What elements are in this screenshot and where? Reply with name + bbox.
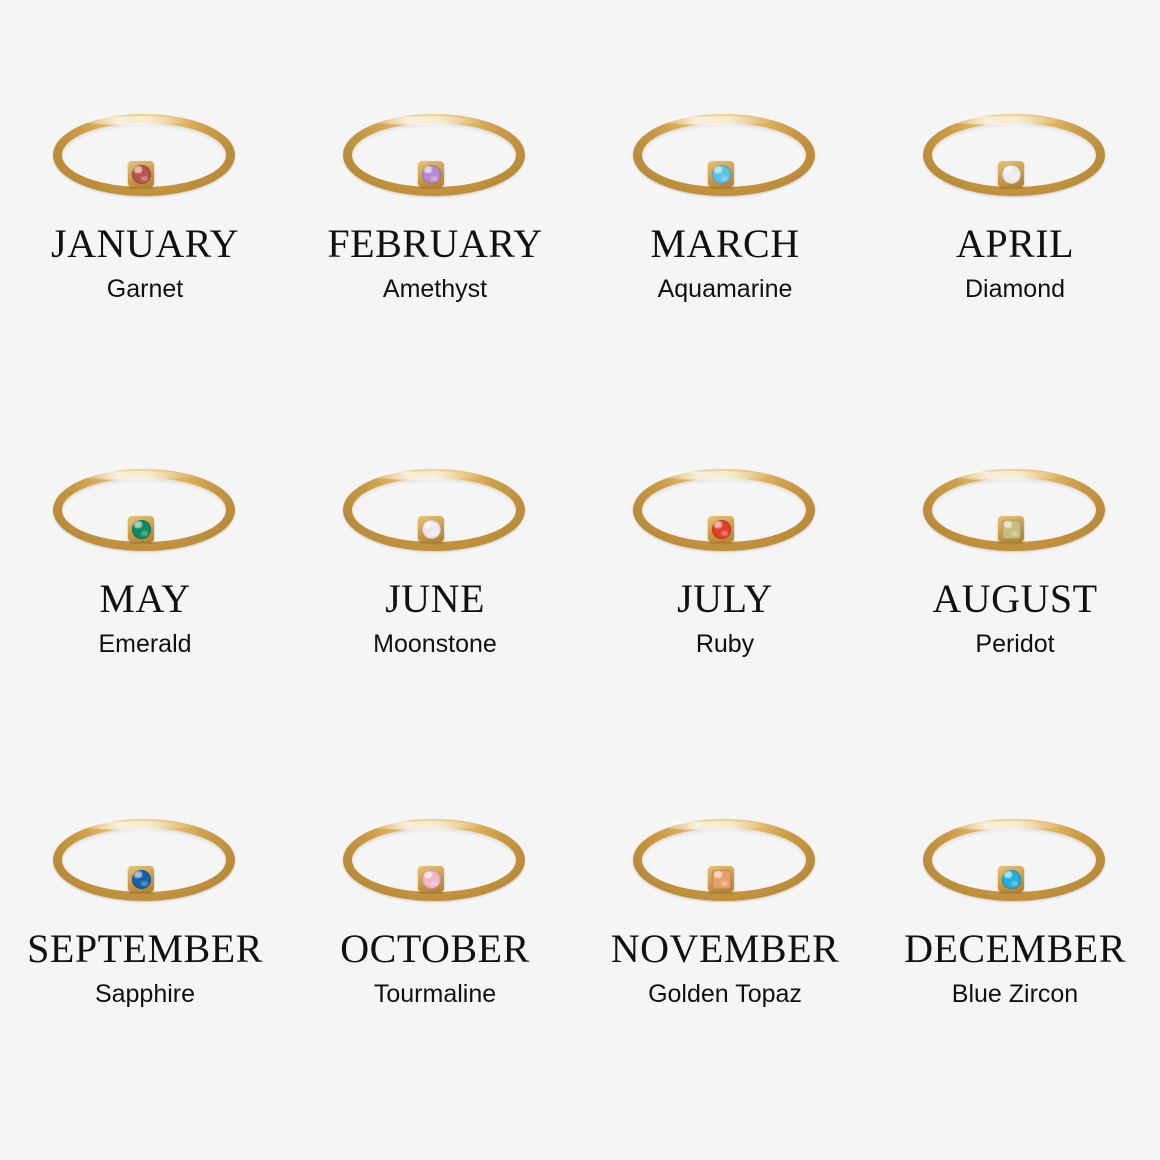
- stone-label: Diamond: [964, 275, 1066, 303]
- ring-image-july: [625, 455, 825, 560]
- month-label: JANUARY: [51, 221, 239, 266]
- stone-label: Ruby: [695, 630, 755, 658]
- ring-image-january: [45, 100, 245, 205]
- list-item[interactable]: [290, 455, 580, 805]
- gem-facet-shadow: [141, 176, 147, 181]
- ring-image-may: [45, 455, 245, 560]
- gem-facet-highlight: [134, 166, 142, 173]
- gem-setting: [417, 515, 445, 543]
- month-label: OCTOBER: [340, 926, 530, 971]
- month-label: APRIL: [955, 221, 1075, 266]
- ring-image-september: [45, 805, 245, 910]
- ring-image-december: [915, 805, 1115, 910]
- gem-facet-shadow: [431, 531, 437, 536]
- gem-setting: [707, 515, 735, 543]
- month-label: JULY: [677, 576, 773, 621]
- gemstone-ruby: [712, 520, 731, 539]
- month-label: NOVEMBER: [610, 926, 840, 971]
- gem-setting: [707, 160, 735, 188]
- gem-facet-shadow: [141, 531, 147, 536]
- month-label: SEPTEMBER: [27, 926, 263, 971]
- month-label: DECEMBER: [904, 926, 1126, 971]
- gem-setting: [997, 160, 1025, 188]
- gem-facet-shadow: [721, 176, 727, 181]
- ring-image-march: [625, 100, 825, 205]
- gem-facet-shadow: [721, 881, 727, 886]
- gem-facet-shadow: [721, 531, 727, 536]
- list-item[interactable]: [870, 455, 1160, 805]
- gemstone-golden-topaz: [712, 870, 731, 889]
- list-item[interactable]: [0, 805, 290, 1155]
- gemstone-emerald: [132, 520, 151, 539]
- gem-setting: [707, 865, 735, 893]
- gem-facet-highlight: [714, 521, 722, 528]
- list-item[interactable]: [580, 455, 870, 805]
- ring-image-october: [335, 805, 535, 910]
- gemstone-peridot: [1002, 520, 1021, 539]
- list-item[interactable]: [290, 100, 580, 455]
- stone-label: Garnet: [106, 275, 184, 303]
- gem-facet-shadow: [1011, 176, 1017, 181]
- gem-facet-highlight: [1004, 871, 1012, 878]
- gem-setting: [127, 865, 155, 893]
- gemstone-blue-zircon: [1002, 870, 1021, 889]
- stone-label: Sapphire: [94, 980, 196, 1008]
- gem-facet-shadow: [431, 881, 437, 886]
- ring-image-april: [915, 100, 1115, 205]
- gem-setting: [997, 865, 1025, 893]
- gem-setting: [127, 515, 155, 543]
- gemstone-amethyst: [422, 165, 441, 184]
- stone-label: Blue Zircon: [951, 980, 1079, 1008]
- month-label: AUGUST: [932, 576, 1098, 621]
- list-item[interactable]: [290, 805, 580, 1155]
- stone-label: Aquamarine: [657, 275, 793, 303]
- gemstone-diamond: [1002, 165, 1021, 184]
- month-label: JUNE: [385, 576, 485, 621]
- gemstone-moonstone: [422, 520, 441, 539]
- gem-facet-shadow: [141, 881, 147, 886]
- stone-label: Moonstone: [373, 630, 497, 658]
- gem-facet-highlight: [1004, 166, 1012, 173]
- gem-facet-highlight: [424, 166, 432, 173]
- gem-facet-highlight: [1004, 521, 1012, 528]
- gem-facet-highlight: [714, 166, 722, 173]
- list-item[interactable]: [870, 100, 1160, 455]
- stone-label: Amethyst: [382, 275, 488, 303]
- gemstone-tourmaline: [422, 870, 441, 889]
- gemstone-aquamarine: [712, 165, 731, 184]
- gem-facet-highlight: [134, 521, 142, 528]
- gem-facet-highlight: [424, 871, 432, 878]
- gem-facet-shadow: [1011, 881, 1017, 886]
- gem-facet-highlight: [424, 521, 432, 528]
- month-label: MAY: [99, 576, 191, 621]
- list-item[interactable]: [870, 805, 1160, 1155]
- gem-facet-highlight: [714, 871, 722, 878]
- stone-label: Emerald: [98, 630, 192, 658]
- list-item[interactable]: [580, 805, 870, 1155]
- gem-facet-shadow: [431, 176, 437, 181]
- gem-setting: [417, 865, 445, 893]
- gem-setting: [127, 160, 155, 188]
- gemstone-garnet: [132, 165, 151, 184]
- gem-setting: [417, 160, 445, 188]
- gemstone-sapphire: [132, 870, 151, 889]
- gem-facet-highlight: [134, 871, 142, 878]
- list-item[interactable]: [580, 100, 870, 455]
- stone-label: Golden Topaz: [648, 980, 802, 1008]
- month-label: MARCH: [650, 221, 800, 266]
- stone-label: Tourmaline: [373, 980, 497, 1008]
- ring-image-august: [915, 455, 1115, 560]
- stone-label: Peridot: [975, 630, 1055, 658]
- gem-facet-shadow: [1011, 531, 1017, 536]
- ring-image-november: [625, 805, 825, 910]
- ring-image-june: [335, 455, 535, 560]
- list-item[interactable]: [0, 455, 290, 805]
- ring-image-february: [335, 100, 535, 205]
- list-item[interactable]: [0, 100, 290, 455]
- gem-setting: [997, 515, 1025, 543]
- month-label: FEBRUARY: [327, 221, 543, 266]
